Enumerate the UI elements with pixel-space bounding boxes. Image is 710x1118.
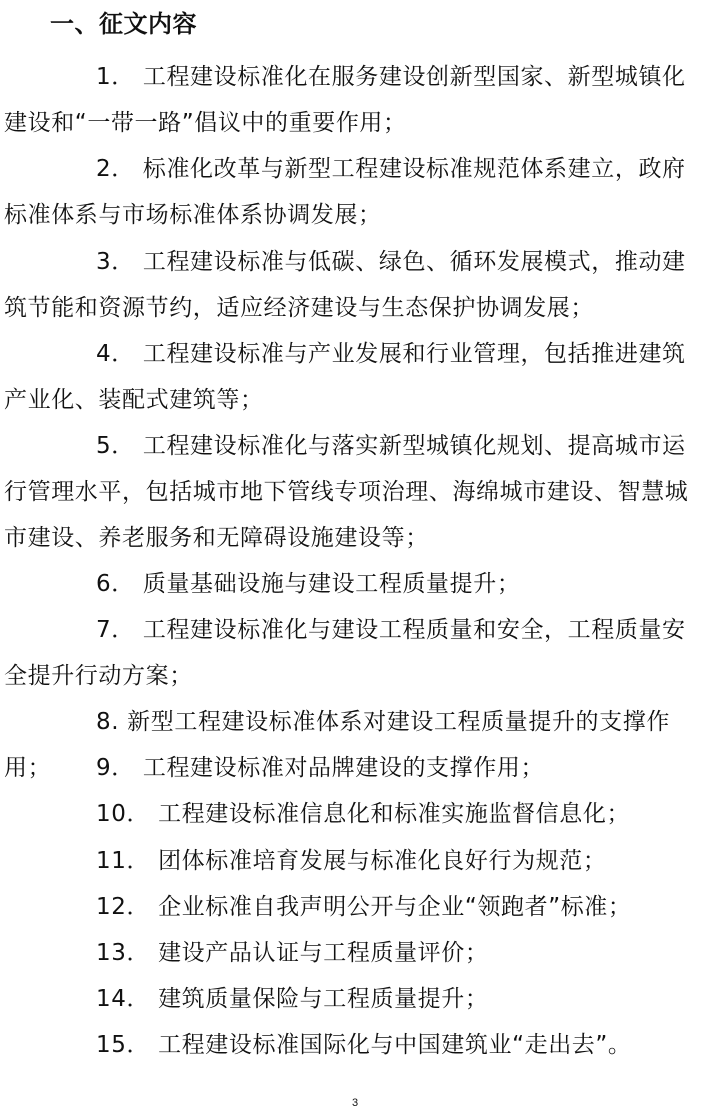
list-item-1: [4, 54, 696, 146]
list-item-11: [4, 838, 696, 884]
item-text: 工程建设标准对品牌建设的支撑作用；: [142, 755, 545, 781]
item-text: 标准化改革与新型工程建设标准规范体系建立，政府标准体系与市场标准体系协调发展；: [4, 156, 686, 228]
section-title: 一、征文内容: [50, 10, 197, 38]
list-item-3: [4, 239, 696, 331]
item-number: 11．: [96, 848, 151, 874]
list-item-5: [4, 423, 696, 561]
item-text: 建设产品认证与工程质量评价；: [158, 940, 489, 966]
item-number: 5．: [96, 433, 135, 459]
item-number: 9．: [96, 755, 135, 781]
item-text: 建筑质量保险与工程质量提升；: [158, 986, 489, 1012]
item-number: 6．: [96, 571, 135, 597]
list-item-6: [4, 561, 696, 607]
item-text: 企业标准自我声明公开与企业“领跑者”标准；: [158, 894, 632, 920]
list-item-13: [4, 930, 696, 976]
item-number: 12．: [96, 894, 151, 920]
item-number: 14．: [96, 986, 151, 1012]
item-number: 4．: [96, 341, 135, 367]
item-text: 工程建设标准化与建设工程质量和安全，工程质量安全提升行动方案；: [4, 617, 686, 689]
item-text: 工程建设标准信息化和标准实施监督信息化；: [158, 801, 631, 827]
page-number: 3: [351, 1097, 359, 1109]
list-item-12: [4, 884, 696, 930]
item-number: 10．: [96, 801, 151, 827]
item-text: 工程建设标准与低碳、绿色、循环发展模式，推动建筑节能和资源节约，适应经济建设与生态保护协调发展；: [4, 249, 686, 321]
item-number: 8.: [96, 709, 120, 735]
item-number: 13．: [96, 940, 151, 966]
list-item-14: [4, 976, 696, 1022]
list-item-4: [4, 331, 696, 423]
list-item-10: [4, 791, 696, 837]
item-text: 质量基础设施与建设工程质量提升；: [142, 571, 521, 597]
item-number: 1．: [96, 64, 135, 90]
item-number: 7．: [96, 617, 135, 643]
item-text: 工程建设标准化在服务建设创新型国家、新型城镇化建设和“一带一路”倡议中的重要作用；: [4, 64, 686, 136]
list-item-9: [4, 745, 696, 791]
item-text: 工程建设标准国际化与中国建筑业“走出去”。: [158, 1032, 632, 1058]
item-text: 团体标准培育发展与标准化良好行为规范；: [158, 848, 607, 874]
item-text: 工程建设标准化与落实新型城镇化规划、提高城市运行管理水平，包括城市地下管线专项治理、海绵城市建设、智慧城市建设、养老服务和无障碍设施建设等；: [4, 433, 689, 551]
list-item-15: [4, 1022, 696, 1068]
item-number: 15．: [96, 1032, 151, 1058]
list-item-7: [4, 607, 696, 699]
item-text: 新型工程建设标准体系对建设工程质量提升的支撑作用；: [4, 709, 670, 781]
item-number: 3．: [96, 249, 135, 275]
list-item-2: [4, 146, 696, 238]
item-text: 工程建设标准与产业发展和行业管理，包括推进建筑产业化、装配式建筑等；: [4, 341, 686, 413]
item-number: 2．: [96, 156, 135, 182]
